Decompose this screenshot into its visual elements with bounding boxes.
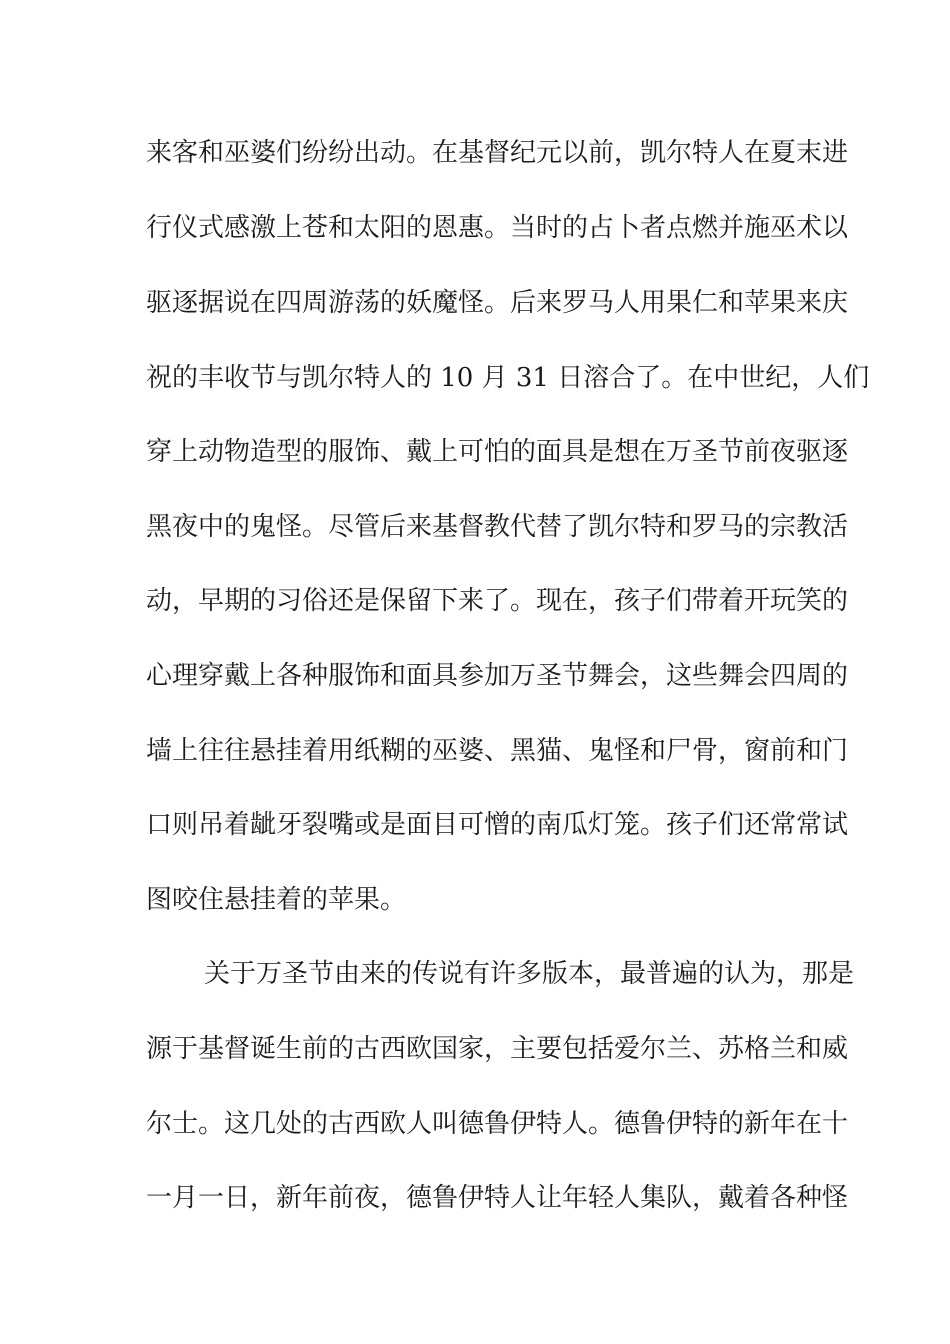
text-line: 一月一日，新年前夜，德鲁伊特人让年轻人集队，戴着各种怪 — [146, 1183, 849, 1213]
text-line: 源于基督诞生前的古西欧国家，主要包括爱尔兰、苏格兰和威 — [146, 1034, 849, 1064]
text-line: 心理穿戴上各种服饰和面具参加万圣节舞会，这些舞会四周的 — [146, 661, 849, 691]
text-line: 驱逐据说在四周游荡的妖魔怪。后来罗马人用果仁和苹果来庆 — [146, 288, 849, 318]
text-line: 图咬住悬挂着的苹果。 — [146, 885, 407, 915]
text-line: 动，早期的习俗还是保留下来了。现在，孩子们带着开玩笑的 — [146, 586, 849, 616]
text-line: 关于万圣节由来的传说有许多版本，最普遍的认为，那是 — [204, 959, 855, 989]
text-line: 穿上动物造型的服饰、戴上可怕的面具是想在万圣节前夜驱逐 — [146, 437, 849, 467]
text-line: 来客和巫婆们纷纷出动。在基督纪元以前，凯尔特人在夏末进 — [146, 138, 849, 168]
text-line: 行仪式感激上苍和太阳的恩惠。当时的占卜者点燃并施巫术以 — [146, 213, 849, 243]
text-line: 尔士。这几处的古西欧人叫德鲁伊特人。德鲁伊特的新年在十 — [146, 1109, 849, 1139]
text-line: 黑夜中的鬼怪。尽管后来基督教代替了凯尔特和罗马的宗教活 — [146, 512, 849, 542]
text-line: 祝的丰收节与凯尔特人的 10 月 31 日溶合了。在中世纪，人们 — [146, 363, 870, 393]
text-line: 口则吊着龇牙裂嘴或是面目可憎的南瓜灯笼。孩子们还常常试 — [146, 810, 849, 840]
text-line: 墙上往往悬挂着用纸糊的巫婆、黑猫、鬼怪和尸骨，窗前和门 — [146, 736, 849, 766]
